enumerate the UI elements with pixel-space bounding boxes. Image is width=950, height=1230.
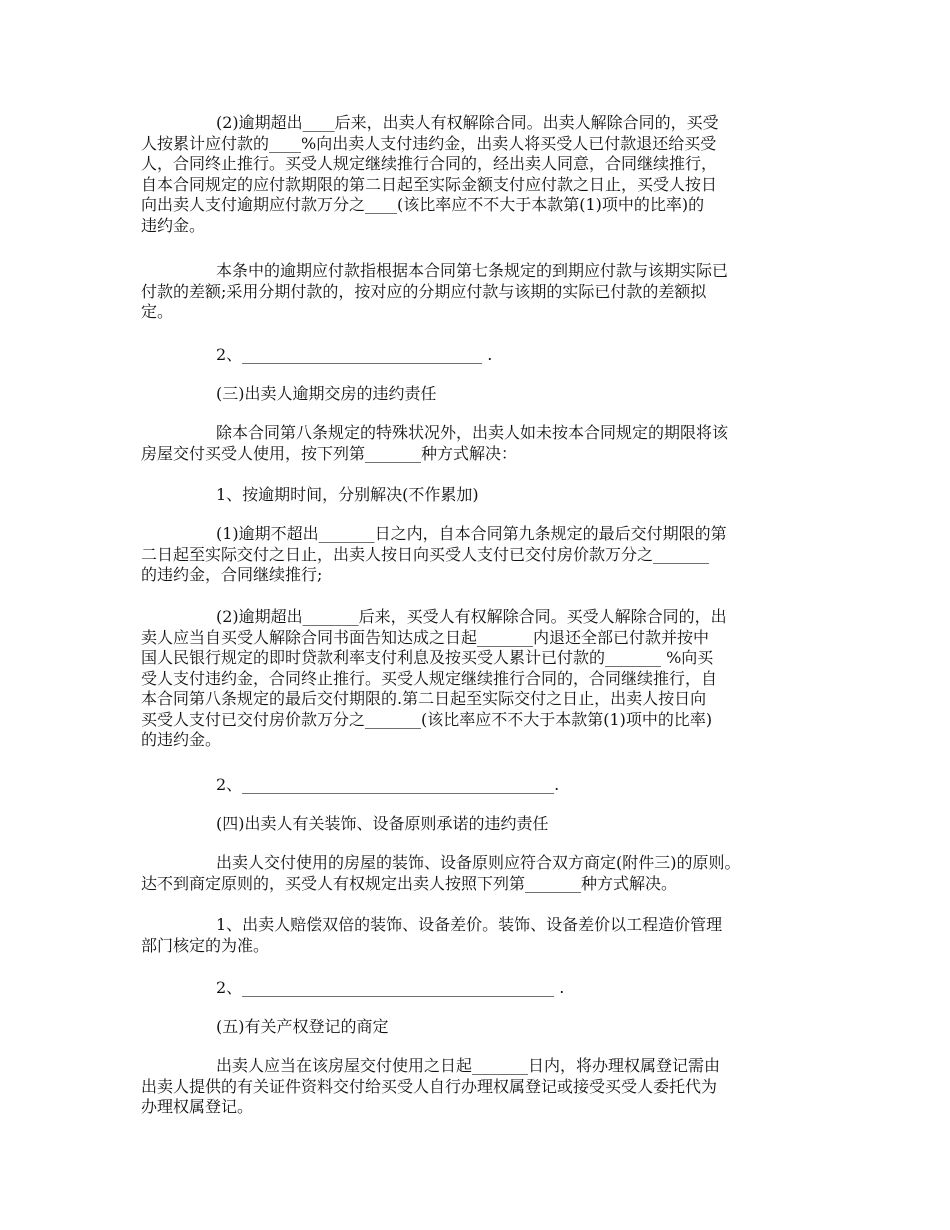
paragraph-item-1 (141, 485, 821, 506)
text-line: (1)逾期不超出_______日之内，自本合同第九条规定的最后交付期限的第 (216, 524, 727, 543)
text-line: (三)出卖人逾期交房的违约责任 (216, 384, 437, 403)
text-line: 2、_______________________________________ . (216, 978, 565, 997)
text-line: 定。 (141, 302, 174, 321)
text-line: 买受人支付已交付房价款万分之_______(该比率应不不大于本款第(1)项中的比率) (141, 709, 713, 729)
section-heading-5 (141, 1017, 821, 1038)
text-line: 2、_______________________________________. (216, 775, 560, 794)
text-line: 卖人应当自买受人解除合同书面告知达成之日起_______内退还全部已付款并按中 (141, 627, 710, 647)
text-line: (四)出卖人有关装饰、设备原则承诺的违约责任 (216, 814, 549, 833)
text-line: 向出卖人支付逾期应付款万分之____(该比率应不不大于本款第(1)项中的比率)的 (141, 195, 705, 214)
text-line: 1、按逾期时间，分别解决(不作累加) (216, 485, 479, 504)
text-line: 办理权属登记。 (141, 1097, 254, 1116)
text-line: 本合同第八条规定的最后交付期限的.第二日起至实际交付之日止，出卖人按日向 (141, 689, 707, 708)
paragraph-compensation (141, 915, 821, 956)
text-line: 除本合同第八条规定的特殊状况外，出卖人如未按本合同规定的期限将该 (216, 423, 729, 442)
section-heading-3 (141, 384, 821, 405)
text-line: (2)逾期超出____后来，出卖人有权解除合同。出卖人解除合同的，买受 (216, 113, 719, 132)
text-line: 1、出卖人赔偿双倍的装饰、设备差价。装饰、设备差价以工程造价管理 (216, 915, 723, 934)
paragraph-blank-item-2 (141, 978, 821, 999)
text-line: 违约金。 (141, 215, 206, 235)
text-line: 付款的差额;采用分期付款的，按对应的分期应付款与该期的实际已付款的差额拟 (141, 281, 707, 301)
text-line: (五)有关产权登记的商定 (216, 1017, 389, 1036)
text-line: 房屋交付买受人使用，按下列第_______种方式解决： (141, 443, 518, 463)
text-line: 人按累计应付款的____%向出卖人支付违约金，出卖人将买受人已付款退还给买受 (141, 133, 717, 153)
text-line: 二日起至实际交付之日止，出卖人按日向买受人支付已交付房价款万分之_______ (141, 544, 710, 564)
paragraph-delay-exceeds (141, 607, 821, 751)
text-line: 部门核定的为准。 (141, 935, 270, 955)
paragraph-delay-within (141, 524, 821, 586)
text-line: 2、______________________________ . (216, 345, 493, 364)
text-line: 的违约金。 (141, 730, 222, 749)
paragraph-late-delivery (141, 423, 821, 464)
paragraph-overdue-payment-termination (141, 113, 821, 236)
text-line: 国人民银行规定的即时贷款利率支付利息及按买受人累计已付款的_______ %向买 (141, 648, 714, 667)
text-line: 出卖人交付使用的房屋的装饰、设备原则应符合双方商定(附件三)的原则。 (216, 853, 741, 872)
text-line: 的违约金，合同继续推行; (141, 565, 323, 584)
text-line: 出卖人提供的有关证件资料交付给买受人自行办理权属登记或接受买受人委托代为 (141, 1076, 718, 1096)
section-heading-4 (141, 814, 821, 835)
text-line: 人，合同终止推行。买受人规定继续推行合同的，经出卖人同意，合同继续推行， (141, 154, 718, 173)
text-line: 达不到商定原则的，买受人有权规定出卖人按照下列第_______种方式解决。 (141, 873, 678, 893)
paragraph-blank-item-2 (141, 345, 821, 366)
text-line: 本条中的逾期应付款指根据本合同第七条规定的到期应付款与该期实际已 (216, 261, 729, 280)
text-line: 受人支付违约金，合同终止推行。买受人规定继续推行合同的，合同继续推行，自 (141, 668, 718, 688)
paragraph-decoration-standard (141, 853, 821, 894)
text-line: 自本合同规定的应付款期限的第二日起至实际金额支付应付款之日止，买受人按日 (141, 174, 718, 194)
paragraph-blank-item-2 (141, 775, 821, 796)
text-line: (2)逾期超出_______后来，买受人有权解除合同。买受人解除合同的，出 (216, 607, 727, 626)
paragraph-property-registration (141, 1056, 821, 1118)
text-line: 出卖人应当在该房屋交付使用之日起_______日内，将办理权属登记需由 (216, 1056, 721, 1075)
paragraph-overdue-payment-definition (141, 261, 821, 323)
